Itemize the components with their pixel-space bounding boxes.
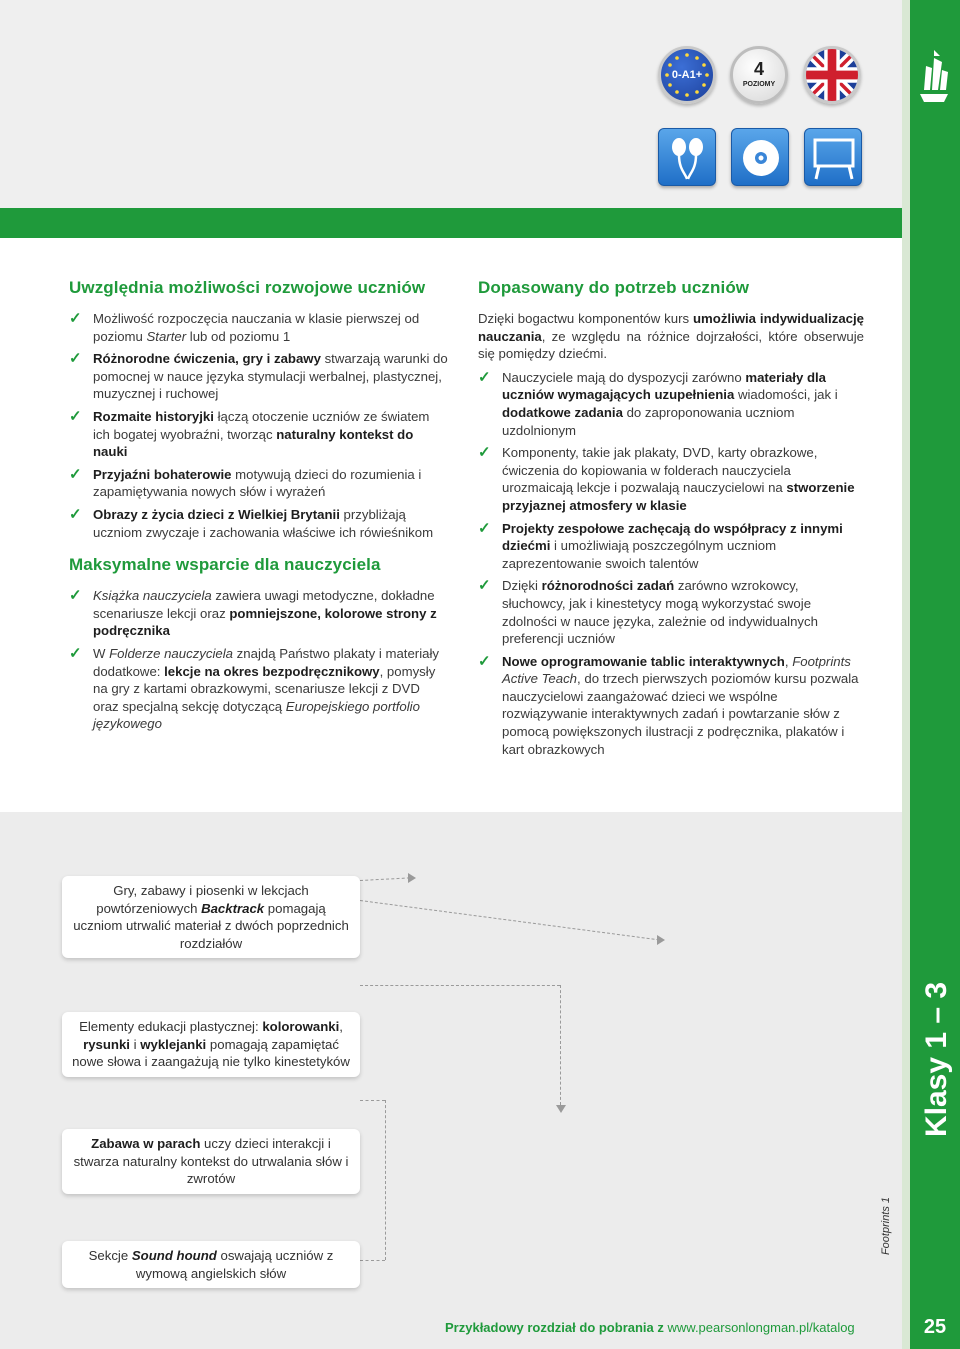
pearson-logo-icon <box>916 46 952 106</box>
list-item: ✓ Komponenty, takie jak plakaty, DVD, karty obrazkowe, ćwiczenia do kopiowania w folderach nauczyciela urozmaicają lekcje i pozwalają nauczycielowi na stworzenie przyjaznej atmosfery w klasie <box>478 444 855 513</box>
page-number: 25 <box>923 1316 947 1338</box>
levels-count: 4 <box>753 59 764 79</box>
connector-line <box>385 1100 386 1260</box>
teacher-support-list <box>69 587 449 733</box>
sidebar <box>902 0 960 1349</box>
list-item: ✓ Książka nauczyciela zawiera uwagi metodyczne, dokładne scenariusze lekcji oraz pomniejszone, kolorowe strony z podręcznika <box>69 587 437 639</box>
connector-line <box>560 985 561 1105</box>
connector-line <box>360 1260 385 1261</box>
heading-teacher-support: Maksymalne wsparcie dla nauczyciela <box>69 555 381 575</box>
needs-list <box>478 369 864 758</box>
list-item: ✓ Różnorodne ćwiczenia, gry i zabawy stwarzają warunki do pomocnej w nauce języka stymulacji werbalnej, plastycznej, muzycznej i ruchowej <box>69 350 448 402</box>
list-item: ✓ Możliwość rozpoczęcia nauczania w klasie pierwszej od poziomu Starter lub od poziomu 1 <box>69 310 420 344</box>
right-column <box>478 278 864 763</box>
cefr-level-badge <box>658 46 716 104</box>
list-item: ✓ Rozmaite historyjki łączą otoczenie uczniów ze światem ich bogatej wyobraźni, tworząc naturalny kontekst do nauki <box>69 407 430 460</box>
cd-icon <box>731 128 789 186</box>
connector-line <box>360 1100 385 1101</box>
list-item: ✓ Projekty zespołowe zachęcają do współpracy z innymi dziećmi i umożliwiają poszczególnym uczniom zaprezentowanie swoich talentów <box>478 519 843 571</box>
series-label: Footprints 1 <box>880 1196 892 1256</box>
catalog-link[interactable]: www.pearsonlongman.pl/katalog <box>667 1320 855 1335</box>
callout-backtrack: Gry, zabawy i piosenki w lekcjach powtórzeniowych Backtrack pomagają uczniom utrwalić materiał z dwóch poprzednich rozdziałów <box>62 876 360 958</box>
callout-pairwork: Zabawa w parach uczy dzieci interakcji i stwarza naturalny kontekst do utrwalania słów i zwrotów <box>62 1129 360 1194</box>
connector-line <box>360 985 560 986</box>
list-item: ✓ Obrazy z życia dzieci z Wielkiej Brytanii przybliżają uczniom zwyczaje i zachowania właściwe ich rówieśnikom <box>69 505 434 540</box>
whiteboard-icon <box>804 128 862 186</box>
footer-download-note: Przykładowy rozdział do pobrania z www.pearsonlongman.pl/katalog <box>445 1320 855 1335</box>
arrow-icon <box>556 1105 566 1113</box>
left-column <box>69 278 449 738</box>
list-item: ✓ Nowe oprogramowanie tablic interaktywnych, Footprints Active Teach, do trzech pierwszych poziomów kursu pozwala nauczycielowi zaangażować dzieci we wspólne rozwiązywanie interaktywnych zadań i powtarzanie słów z pomocą powiększonych ilustracji z podręcznika, plakatów i kart obrazkowych <box>478 652 859 757</box>
heading-development: Uwzględnia możliwości rozwojowe uczniów <box>69 278 426 297</box>
callout-sound-hound: Sekcje Sound hound oswajają uczniów z wymową angielskich słów <box>62 1241 360 1288</box>
sidebar-edge <box>902 0 910 1349</box>
heading-needs: Dopasowany do potrzeb uczniów <box>478 278 750 297</box>
levels-count-badge <box>730 46 788 104</box>
list-item: ✓ W Folderze nauczyciela znajdą Państwo plakaty i materiały dodatkowe: lekcje na okres bezpodręcznikowy, pomysły na gry z kartami obrazkowymi, scenariusze lekcji z DVD oraz specjalną sekcję dotyczącą Europejskiego portfolio językowego <box>69 644 439 732</box>
grade-range-label: Klasy 1 – 3 <box>920 981 953 1137</box>
list-item: ✓ Dzięki różnorodności zadań zarówno wzrokowcy, słuchowcy, jak i kinestetycy mogą wykorzystać swoje zdolności w nauce języka, zależnie od indywidualnych preferencji uczniów <box>478 577 818 647</box>
earphones-icon <box>658 128 716 186</box>
arrow-icon <box>408 873 416 883</box>
development-list <box>69 310 449 541</box>
uk-flag-icon <box>803 46 861 104</box>
green-divider <box>0 208 902 238</box>
intro-paragraph: Dzięki bogactwu komponentów kurs umożliwia indywidualizację nauczania, ze względu na różnice dojrzałości, które obserwuje się pomiędzy dziećmi. <box>478 311 864 362</box>
level-label: 0-A1+ <box>671 69 703 81</box>
callout-art: Elementy edukacji plastycznej: kolorowanki, rysunki i wyklejanki pomagają zapamiętać nowe słowa i zaangażują nie tylko kinestetyków <box>62 1012 360 1077</box>
arrow-icon <box>657 935 665 945</box>
list-item: ✓ Przyjaźni bohaterowie motywują dzieci do rozumienia i zapamiętywania nowych słów i wyrażeń <box>69 465 422 500</box>
levels-word: POZIOMY <box>742 81 776 88</box>
list-item: ✓ Nauczyciele mają do dyspozycji zarówno materiały dla uczniów wymagających uzupełnienia wiadomości, jak i dodatkowe zadania do zaproponowania uczniom uzdolnionym <box>478 368 838 438</box>
